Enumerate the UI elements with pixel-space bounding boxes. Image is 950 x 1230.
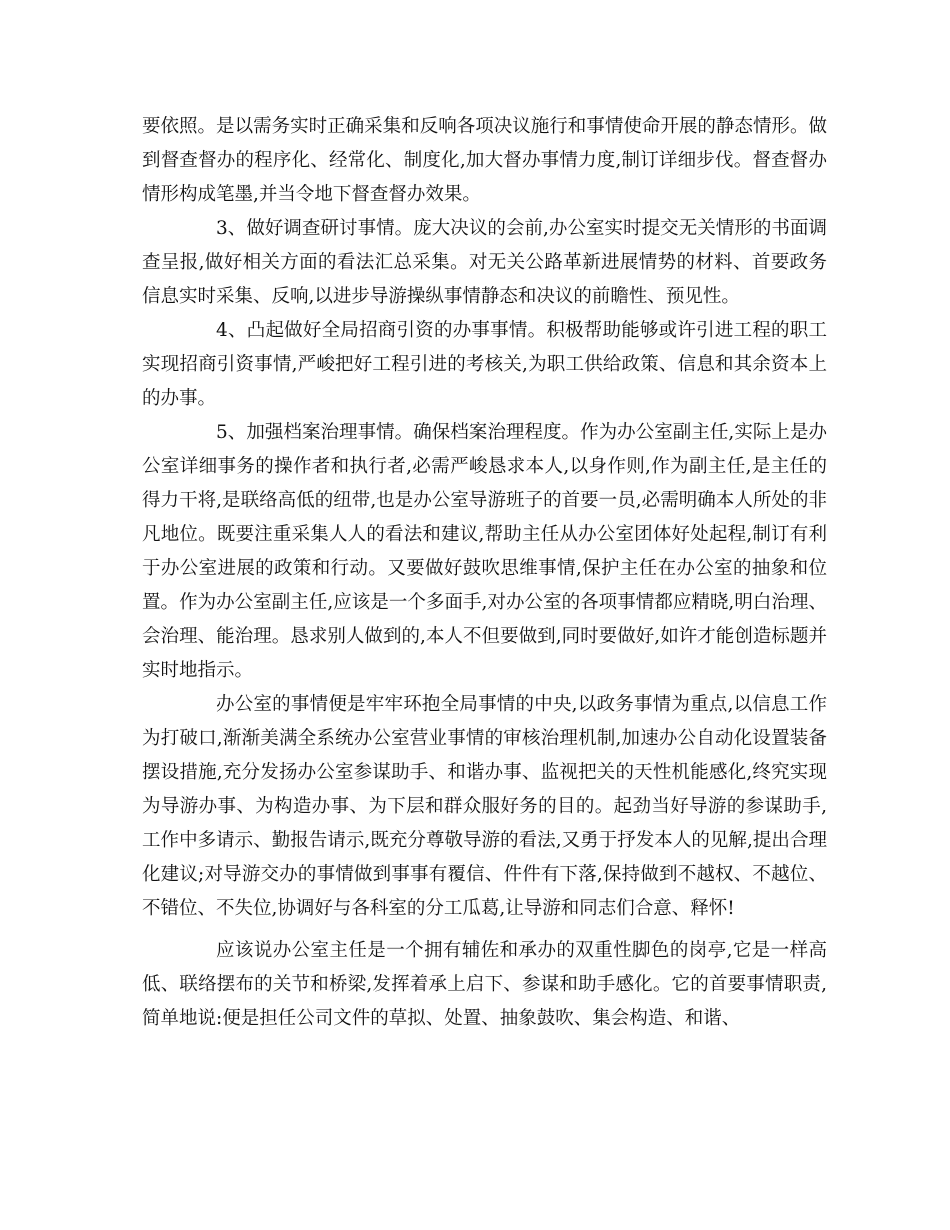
paragraph-office-work: 办公室的事情便是牢牢环抱全局事情的中央,以政务事情为重点,以信息工作为打破口,渐渐美满全系统办公室营业事情的审核治理机制,加速办公自动化设置装备摆设措施,充分发扬办公室参谋助手、和谐办事、监视把关的天性机能感化,终究实现为导游办事、为构造办事、为下层和群众服好务的目的。起劲当好导游的参谋助手,工作中多请示、勤报告请示,既充分尊敬导游的看法,又勇于抒发本人的见解,提出合理化建议;对导游交办的事情做到事事有覆信、件件有下落,保持做到不越权、不越位、不错位、不失位,协调好与各科室的分工瓜葛,让导游和同志们合意、释怀! (142, 694, 827, 919)
paragraph-item-4: 4、凸起做好全局招商引资的办事事情。积极帮助能够或许引进工程的职工实现招商引资事情,严峻把好工程引进的考核关,为职工供给政策、信息和其余资本上的办事。 (142, 320, 827, 409)
paragraph-item-5: 5、加强档案治理事情。确保档案治理程度。作为办公室副主任,实际上是办公室详细事务的操作者和执行者,必需严峻恳求本人,以身作则,作为副主任,是主任的得力干将,是联络高低的纽带,也是办公室导游班子的首要一员,必需明确本人所处的非凡地位。既要注重采集人人的看法和建议,帮助主任从办公室团体好处起程,制订有利于办公室进展的政策和行动。又要做好鼓吹思维事情,保护主任在办公室的抽象和位置。作为办公室副主任,应该是一个多面手,对办公室的各项事情都应精晓,明白治理、会治理、能治理。恳求别人做到的,本人不但要做到,同时要做好,如许才能创造标题并实时地指示。 (142, 422, 827, 681)
document-body (142, 110, 827, 1036)
paragraph-continuation: 要依照。是以需务实时正确采集和反响各项决议施行和事情使命开展的静态情形。做到督查督办的程序化、经常化、制度化,加大督办事情力度,制订详细步伐。督查督办情形构成笔墨,并当令地下督查督办效果。 (142, 116, 827, 205)
paragraph-item-3: 3、做好调查研讨事情。庞大决议的会前,办公室实时提交无关情形的书面调查呈报,做好相关方面的看法汇总采集。对无关公路革新进展情势的材料、首要政务信息实时采集、反响,以进步导游操纵事情静态和决议的前瞻性、预见性。 (142, 218, 827, 307)
paragraph-office-director: 应该说办公室主任是一个拥有辅佐和承办的双重性脚色的岗亭,它是一样高低、联络摆布的关节和桥梁,发挥着承上启下、参谋和助手感化。它的首要事情职责,简单地说:便是担任公司文件的草拟、处置、抽象鼓吹、集会构造、和谐、 (142, 940, 827, 1029)
